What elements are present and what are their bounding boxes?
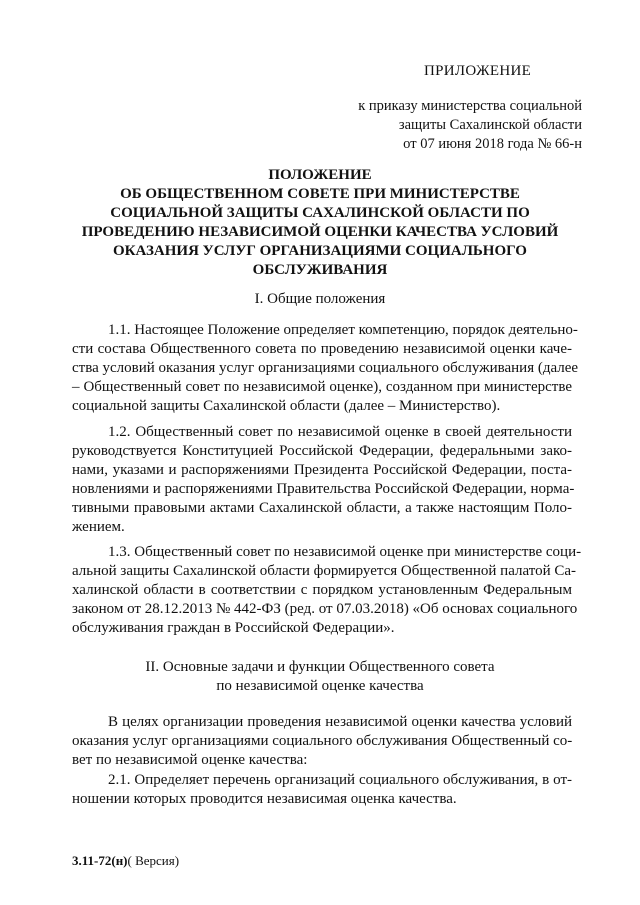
paragraph-line: ства условий оказания услуг организациями социального обслуживания (далее	[72, 360, 579, 376]
paragraph-line: обслуживания граждан в Российской Федерации».	[72, 620, 395, 636]
appendix-reference	[322, 97, 582, 154]
footer-document-code	[72, 853, 179, 869]
paragraph-line: альной защиты Сахалинской области формируется Общественной палатой Са-	[72, 563, 577, 579]
appendix-ref-line: к приказу министерства социальной	[358, 98, 582, 114]
paragraph-line: законом от 28.12.2013 № 442-ФЗ (ред. от 07.03.2018) «Об основах социального	[72, 601, 578, 617]
paragraph-line: ношении которых проводится независимая оценка качества.	[72, 791, 457, 807]
appendix-ref-line: от 07 июня 2018 года № 66-н	[403, 136, 582, 152]
paragraph-2-intro	[72, 713, 572, 770]
paragraph-line: халинской области в соответствии с порядком установленным Федеральным	[72, 582, 572, 598]
paragraph-line: 2.1. Определяет перечень организаций социального обслуживания, в от-	[108, 772, 572, 788]
footer-code: 3.11-72(н)	[72, 853, 128, 868]
appendix-ref-line: защиты Сахалинской области	[398, 117, 582, 133]
paragraph-line: вет по независимой оценке качества:	[72, 752, 308, 768]
paragraph-line: 1.2. Общественный совет по независимой оценке в своей деятельности	[108, 424, 572, 440]
appendix-title: ПРИЛОЖЕНИЕ	[424, 63, 532, 79]
paragraph-line: сти состава Общественного совета по проведению независимой оценки каче-	[72, 341, 572, 357]
footer-version: ( Версия)	[127, 853, 180, 868]
paragraph-line: тивными правовыми актами Сахалинской области, а также настоящим Поло-	[72, 500, 572, 516]
paragraph-line: 1.1. Настоящее Положение определяет компетенцию, порядок деятельно-	[108, 322, 578, 338]
section-heading-line: II. Основные задачи и функции Общественного совета	[145, 659, 495, 675]
paragraph-line: оказания услуг организациями социального обслуживания Общественный со-	[72, 733, 573, 749]
paragraph-line: жением.	[72, 519, 125, 535]
paragraph-line: – Общественный совет по независимой оценке), созданном при министерстве	[72, 379, 572, 395]
title-line: ОКАЗАНИЯ УСЛУГ ОРГАНИЗАЦИЯМИ СОЦИАЛЬНОГО	[113, 243, 527, 259]
section-heading-line: I. Общие положения	[254, 291, 386, 307]
paragraph-line: нами, указами и распоряжениями Президента Российской Федерации, поста-	[72, 462, 572, 478]
paragraph-line: руководствуется Конституцией Российской Федерации, федеральными зако-	[72, 443, 572, 459]
paragraph-1-2	[72, 423, 575, 537]
title-line: ОБ ОБЩЕСТВЕННОМ СОВЕТЕ ПРИ МИНИСТЕРСТВЕ	[120, 186, 520, 202]
title-line: ПОЛОЖЕНИЕ	[268, 167, 372, 183]
paragraph-1-3	[72, 543, 582, 638]
section-1-heading	[70, 290, 570, 309]
paragraph-2-1	[72, 771, 572, 809]
title-line: ПРОВЕДЕНИЮ НЕЗАВИСИМОЙ ОЦЕНКИ КАЧЕСТВА УСЛОВИЙ	[81, 224, 559, 240]
paragraph-line: В целях организации проведения независимой оценки качества условий	[108, 714, 572, 730]
paragraph-1-1	[72, 321, 579, 416]
section-2-heading	[70, 658, 570, 696]
paragraph-line: 1.3. Общественный совет по независимой оценке при министерстве соци-	[108, 544, 582, 560]
title-line: ОБСЛУЖИВАНИЯ	[252, 262, 388, 278]
paragraph-line: новлениями и распоряжениями Правительства Российской Федерации, норма-	[72, 481, 575, 497]
paragraph-line: социальной защиты Сахалинской области (далее – Министерство).	[72, 398, 501, 414]
document-title	[70, 166, 570, 280]
title-line: СОЦИАЛЬНОЙ ЗАЩИТЫ САХАЛИНСКОЙ ОБЛАСТИ ПО	[110, 205, 530, 221]
section-heading-line: по независимой оценке качества	[216, 678, 424, 694]
